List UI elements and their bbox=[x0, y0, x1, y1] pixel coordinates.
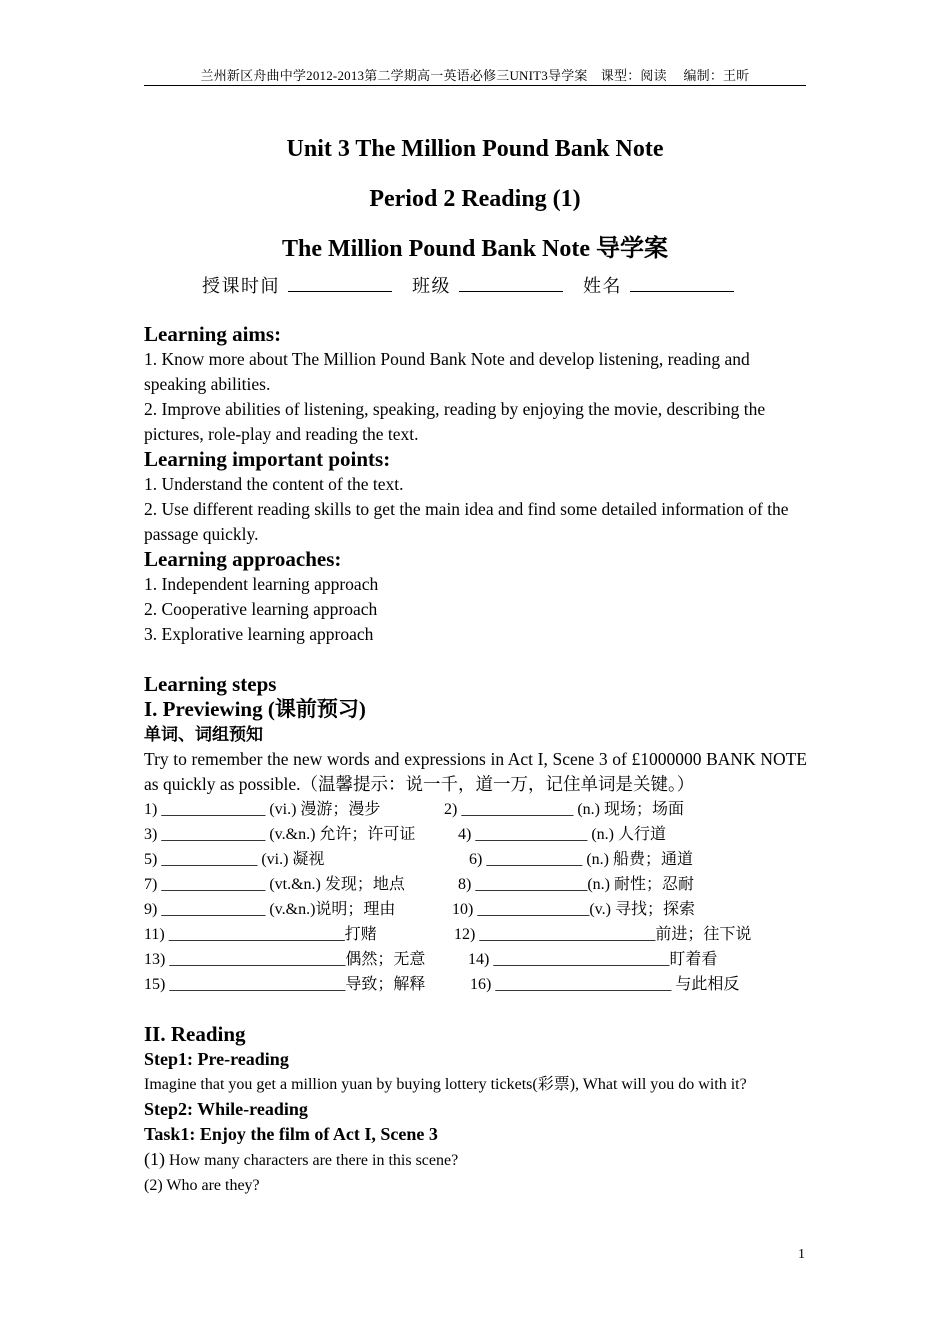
name-blank[interactable] bbox=[630, 275, 734, 292]
time-label: 授课时间 bbox=[202, 276, 280, 296]
vocab-row bbox=[144, 972, 807, 997]
class-blank[interactable] bbox=[459, 275, 563, 292]
task1-heading: Task1: Enjoy the film of Act I, Scene 3 bbox=[144, 1124, 438, 1144]
aim-item: 1. Know more about The Million Pound Bank Note and develop listening, reading and speaking abilities. bbox=[144, 349, 750, 394]
guide-title: The Million Pound Bank Note 导学案 bbox=[281, 236, 669, 262]
previewing-heading: I. Previewing (课前预习) bbox=[144, 697, 366, 721]
vocab-item: 14) ______________________盯着看 bbox=[468, 951, 718, 968]
question-2: (2) Who are they? bbox=[144, 1177, 260, 1194]
vocab-subheading: 单词、词组预知 bbox=[144, 725, 263, 744]
page-header: 兰州新区舟曲中学2012-2013第二学期高一英语必修三UNIT3导学案 课型：阅读 编制：王昕 bbox=[144, 66, 806, 86]
vocab-row bbox=[144, 822, 807, 847]
aim-item: 2. Improve abilities of listening, speaking, reading by enjoying the movie, describing the pictures, role-play and reading the text. bbox=[144, 399, 766, 444]
vocab-item: 2) ______________ (n.) 现场；场面 bbox=[444, 801, 684, 818]
vocab-item: 4) ______________ (n.) 人行道 bbox=[458, 826, 666, 843]
point-item: 2. Use different reading skills to get the main idea and find some detailed information of the passage quickly. bbox=[144, 499, 789, 544]
vocab-row bbox=[144, 947, 807, 972]
vocab-item: 5) ____________ (vi.) 凝视 bbox=[144, 851, 325, 868]
approach-item: 1. Independent learning approach bbox=[144, 574, 379, 594]
reading-heading: II. Reading bbox=[144, 1022, 246, 1046]
vocab-item: 15) ______________________导致；解释 bbox=[144, 976, 426, 993]
vocab-row bbox=[144, 872, 807, 897]
question-1-number: (1) bbox=[144, 1149, 165, 1169]
vocab-item: 10) ______________(v.) 寻找；探索 bbox=[452, 901, 695, 918]
points-heading: Learning important points: bbox=[144, 447, 391, 471]
aims-heading: Learning aims: bbox=[144, 322, 282, 346]
step1-question: Imagine that you get a million yuan by buying lottery tickets(彩票), What will you do with it? bbox=[144, 1076, 747, 1093]
vocab-item: 11) ______________________打赌 bbox=[144, 926, 377, 943]
info-line bbox=[0, 274, 950, 298]
vocab-item: 9) _____________ (v.&n.)说明；理由 bbox=[144, 901, 396, 918]
main-content bbox=[144, 322, 807, 1198]
vocab-item: 6) ____________ (n.) 船费；通道 bbox=[469, 851, 693, 868]
period-title: Period 2 Reading (1) bbox=[369, 186, 581, 212]
vocab-row bbox=[144, 922, 807, 947]
class-label: 班级 bbox=[412, 276, 451, 296]
previewing-instruction: Try to remember the new words and expressions in Act I, Scene 3 of £1000000 BANK NOTE as quickly as possible.（温馨提示：说一千，道一万，记住单词是关键。） bbox=[144, 749, 807, 794]
approach-item: 3. Explorative learning approach bbox=[144, 624, 374, 644]
vocab-row bbox=[144, 847, 807, 872]
vocab-item: 3) _____________ (v.&n.) 允许；许可证 bbox=[144, 826, 416, 843]
time-blank[interactable] bbox=[288, 275, 392, 292]
vocab-item: 1) _____________ (vi.) 漫游；漫步 bbox=[144, 801, 381, 818]
vocab-item: 7) _____________ (vt.&n.) 发现；地点 bbox=[144, 876, 405, 893]
steps-heading: Learning steps bbox=[144, 672, 277, 696]
approaches-heading: Learning approaches: bbox=[144, 547, 342, 571]
approach-item: 2. Cooperative learning approach bbox=[144, 599, 378, 619]
question-1 bbox=[144, 1147, 807, 1173]
page-number: 1 bbox=[798, 1247, 805, 1262]
vocab-row bbox=[144, 897, 807, 922]
vocab-row bbox=[144, 797, 807, 822]
step1-heading: Step1: Pre-reading bbox=[144, 1049, 289, 1069]
point-item: 1. Understand the content of the text. bbox=[144, 474, 404, 494]
question-1-text: How many characters are there in this scene? bbox=[165, 1152, 459, 1169]
vocab-item: 12) ______________________前进；往下说 bbox=[454, 926, 752, 943]
name-label: 姓名 bbox=[583, 276, 622, 296]
vocab-item: 16) ______________________ 与此相反 bbox=[470, 976, 740, 993]
step2-heading: Step2: While-reading bbox=[144, 1099, 308, 1119]
unit-title: Unit 3 The Million Pound Bank Note bbox=[286, 136, 664, 162]
vocab-item: 13) ______________________偶然；无意 bbox=[144, 951, 426, 968]
vocab-item: 8) ______________(n.) 耐性；忍耐 bbox=[458, 876, 694, 893]
